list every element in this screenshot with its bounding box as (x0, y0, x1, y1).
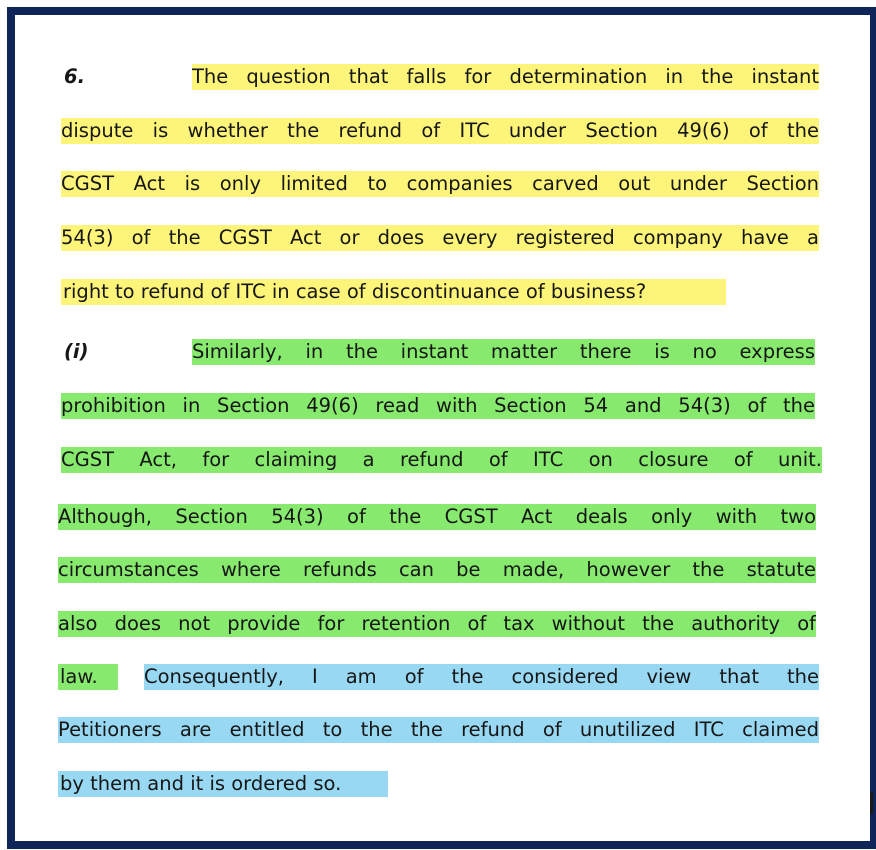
parai-line-6: also does not provide for retention of tax without the authority of (58, 612, 816, 635)
para6-line-4: 54(3) of the CGST Act or does every registered company have a (61, 226, 819, 249)
paragraph-number-i: (i) (64, 340, 89, 363)
parai-line-8: Petitioners are entitled to the the refund of unutilized ITC claimed (58, 718, 819, 741)
para6-line-1: The question that falls for determination in the instant (192, 65, 819, 88)
parai-line-5: circumstances where refunds can be made, however the statute (58, 558, 816, 581)
parai-line-9: by them and it is ordered so. (58, 771, 388, 797)
para6-line-2: dispute is whether the refund of ITC under Section 49(6) of the (61, 119, 819, 142)
parai-line-7b: Consequently, I am of the considered view that the (144, 665, 819, 688)
para6-line-5: right to refund of ITC in case of discontinuance of business? (61, 279, 726, 305)
parai-line-1: Similarly, in the instant matter there is no express (192, 340, 815, 363)
parai-line-3: CGST Act, for claiming a refund of ITC on closure of unit. (61, 448, 822, 471)
parai-line-7a: law. (58, 664, 118, 690)
edge-mark (870, 792, 873, 814)
parai-line-2: prohibition in Section 49(6) read with Section 54 and 54(3) of the (61, 394, 815, 417)
para6-line-3: CGST Act is only limited to companies carved out under Section (61, 172, 819, 195)
parai-line-4: Although, Section 54(3) of the CGST Act deals only with two (58, 505, 816, 528)
paragraph-number-6: 6. (64, 65, 85, 88)
